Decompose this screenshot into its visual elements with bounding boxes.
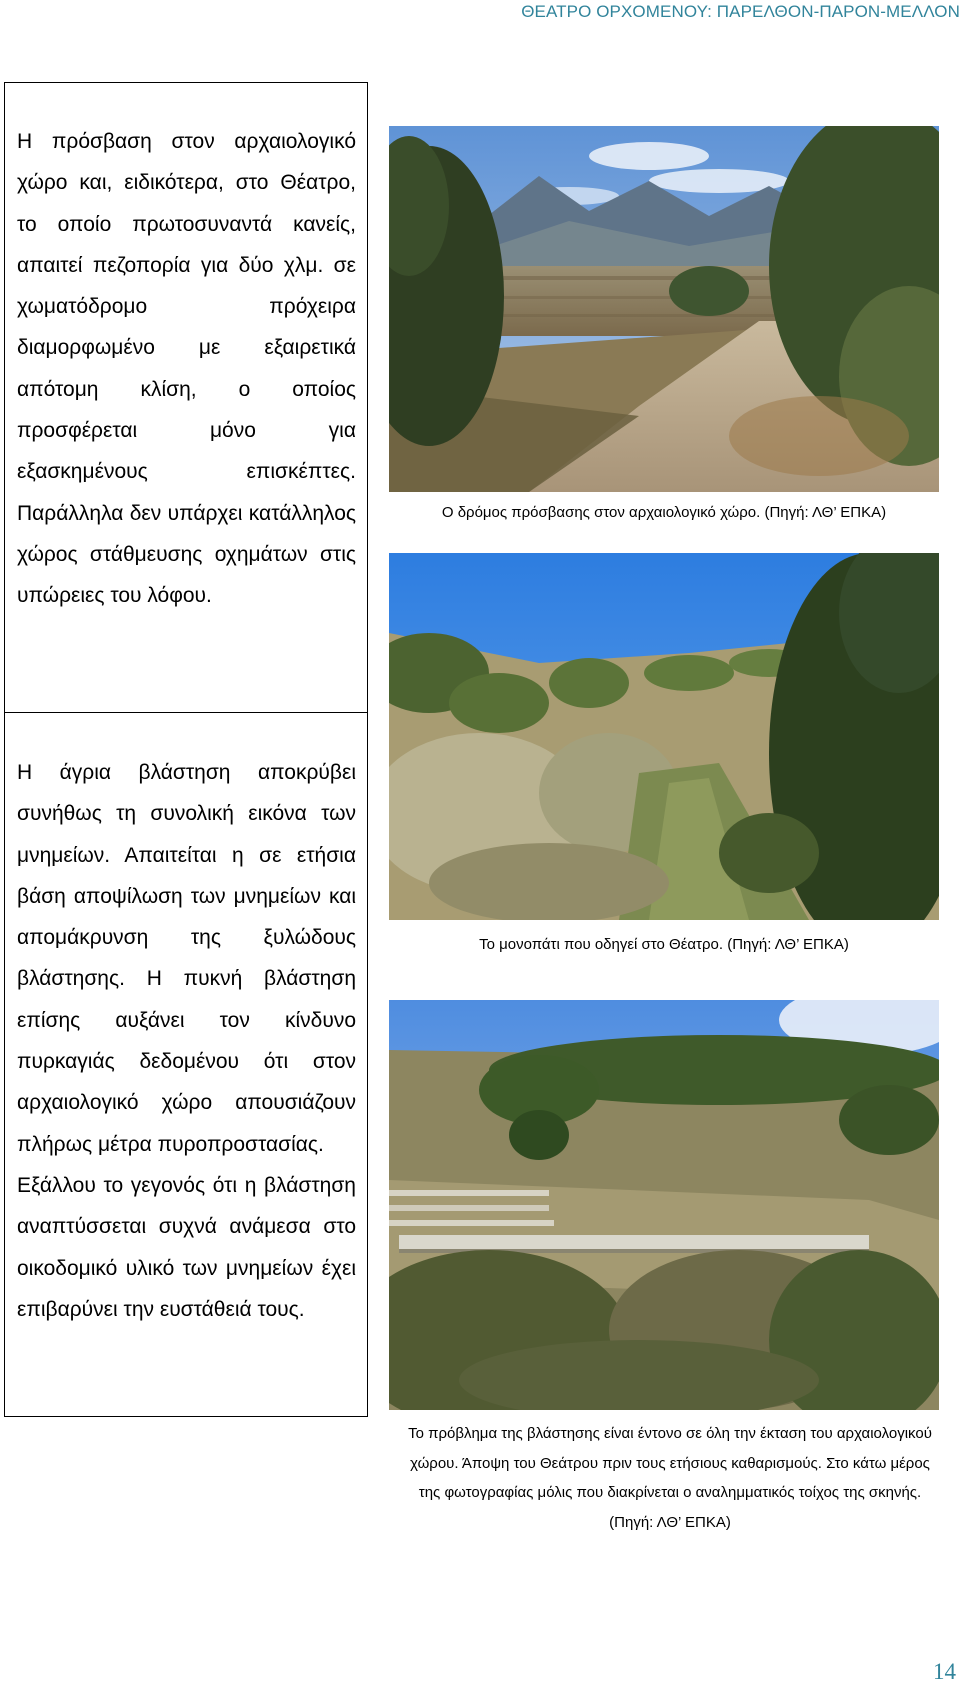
page-number: 14: [933, 1659, 956, 1684]
photo-caption-theatre: Το πρόβλημα της βλάστησης είναι έντονο σε όλη την έκταση του αρχαιολογικού χώρου. Άποψη του Θεάτρου πριν τους ετήσιους καθαρισμούς. Στο κάτω μέρος της φωτογραφίας μόλις που διακρίνεται ο αναλημματικός τοίχος της σκηνής. (Πηγή: ΛΘ’ ΕΠΚΑ): [408, 1425, 932, 1531]
photo-caption-road: Ο δρόμος πρόσβασης στον αρχαιολογικό χώρο. (Πηγή: ΛΘ’ ΕΠΚΑ): [441, 504, 887, 521]
photo-footpath: [389, 553, 939, 920]
running-header: ΘΕΑΤΡΟ ΟΡΧΟΜΕΝΟΥ: ΠΑΡΕΛΘΟΝ-ΠΑΡΟΝ-ΜΕΛΛΟΝ: [521, 2, 960, 21]
text-box-vegetation: [4, 713, 368, 1417]
photo-theatre-vegetation: [389, 1000, 939, 1410]
text-box-access: [4, 82, 368, 713]
vegetation-paragraph-1: Η άγρια βλάστηση αποκρύβει συνήθως τη συνολική εικόνα των μνημείων. Απαιτείται η σε ετήσια βάση αποψίλωση των μνημείων και απομάκρυνση της ξυλώδους βλάστησης. Η πυκνή βλάστηση επίσης αυξάνει τον κίνδυνο πυρκαγιάς δεδομένου ότι στον αρχαιολογικό χώρο απουσιάζουν πλήρως μέτρα πυροπροστασίας.: [17, 761, 356, 1156]
access-paragraph: Η πρόσβαση στον αρχαιολογικό χώρο και, ειδικότερα, στο Θέατρο, το οποίο πρωτοσυναντά κανείς, απαιτεί πεζοπορία για δύο χλμ. σε χωματόδρομο πρόχειρα διαμορφωμένο με εξαιρετικά απότομη κλίση, ο οποίος προσφέρεται μόνο για εξασκημένους επισκέπτες. Παράλληλα δεν υπάρχει κατάλληλος χώρος στάθμευσης οχημάτων στις υπώρειες του λόφου.: [17, 130, 356, 608]
vegetation-paragraph-2: Εξάλλου το γεγονός ότι η βλάστηση αναπτύσσεται συχνά ανάμεσα στο οικοδομικό υλικό των μνημείων έχει επιβαρύνει την ευστάθειά τους.: [17, 1173, 356, 1321]
photo-caption-path: Το μονοπάτι που οδηγεί στο Θέατρο. (Πηγή: ΛΘ’ ΕΠΚΑ): [479, 936, 849, 953]
photo-access-road: [389, 126, 939, 492]
